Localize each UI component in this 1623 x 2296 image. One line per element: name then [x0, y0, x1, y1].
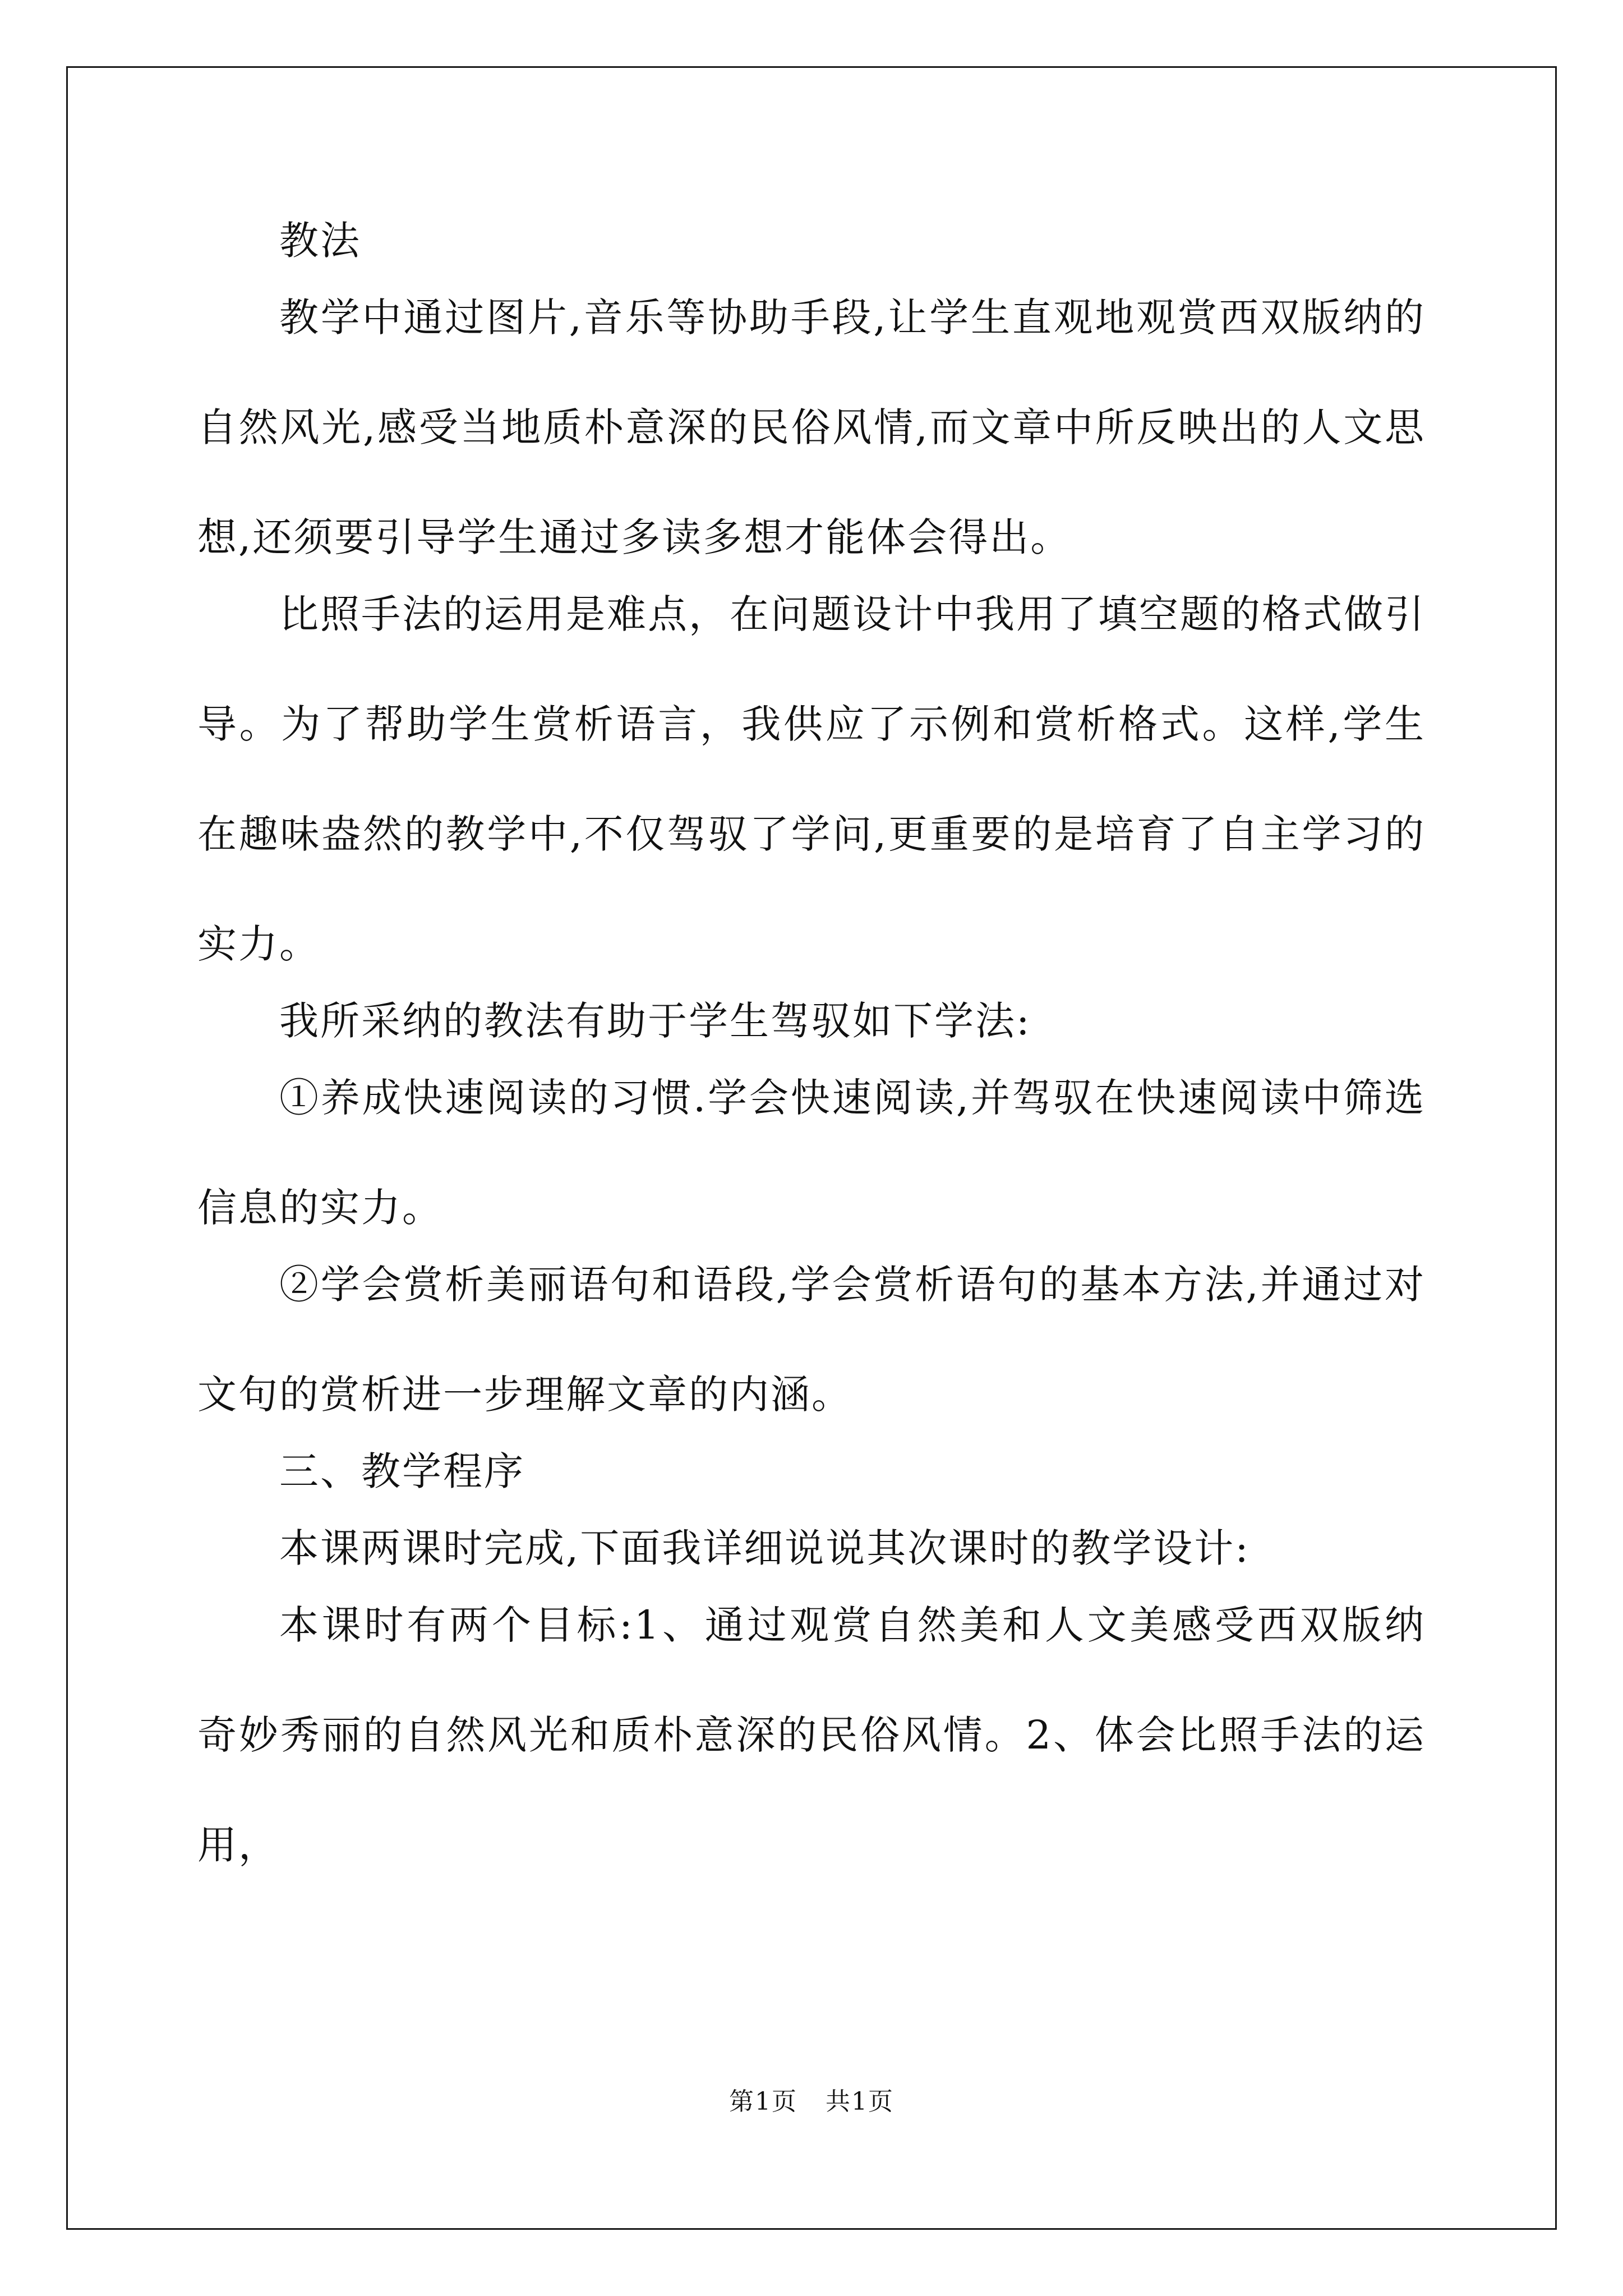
page-total: 共1页 [826, 2087, 894, 2116]
paragraph: 教学中通过图片,音乐等协助手段,让学生直观地观赏西双版纳的自然风光,感受当地质朴意深的民俗风情,而文章中所反映出的人文思想,还须要引导学生通过多读多想才能体会得出。 [197, 295, 1426, 560]
list-item: ①养成快速阅读的习惯.学会快速阅读,并驾驭在快速阅读中筛选信息的实力。 [197, 1075, 1426, 1231]
paragraph: 比照手法的运用是难点，在问题设计中我用了填空题的格式做引导。为了帮助学生赏析语言，我供应了示例和赏析格式。这样,学生在趣味盎然的教学中,不仅驾驭了学问,更重要的是培育了自主学习的实力。 [197, 591, 1426, 967]
paragraph-heading-teaching-method: 教法 [279, 218, 361, 264]
section-heading: 三、教学程序 [279, 1448, 525, 1494]
document-body [197, 219, 1426, 1900]
page-number: 第1页 [729, 2087, 797, 2116]
paragraph: 本课两课时完成,下面我详细说说其次课时的教学设计: [279, 1525, 1250, 1571]
paragraph: 本课时有两个目标:1、通过观赏自然美和人文美感受西双版纳奇妙秀丽的自然风光和质朴意深的民俗风情。2、体会比照手法的运用， [197, 1602, 1426, 1868]
list-item: ②学会赏析美丽语句和语段,学会赏析语句的基本方法,并通过对文句的赏析进一步理解文章的内涵。 [197, 1262, 1426, 1418]
paragraph: 我所采纳的教法有助于学生驾驭如下学法: [279, 998, 1031, 1044]
page-footer [0, 2081, 1623, 2117]
